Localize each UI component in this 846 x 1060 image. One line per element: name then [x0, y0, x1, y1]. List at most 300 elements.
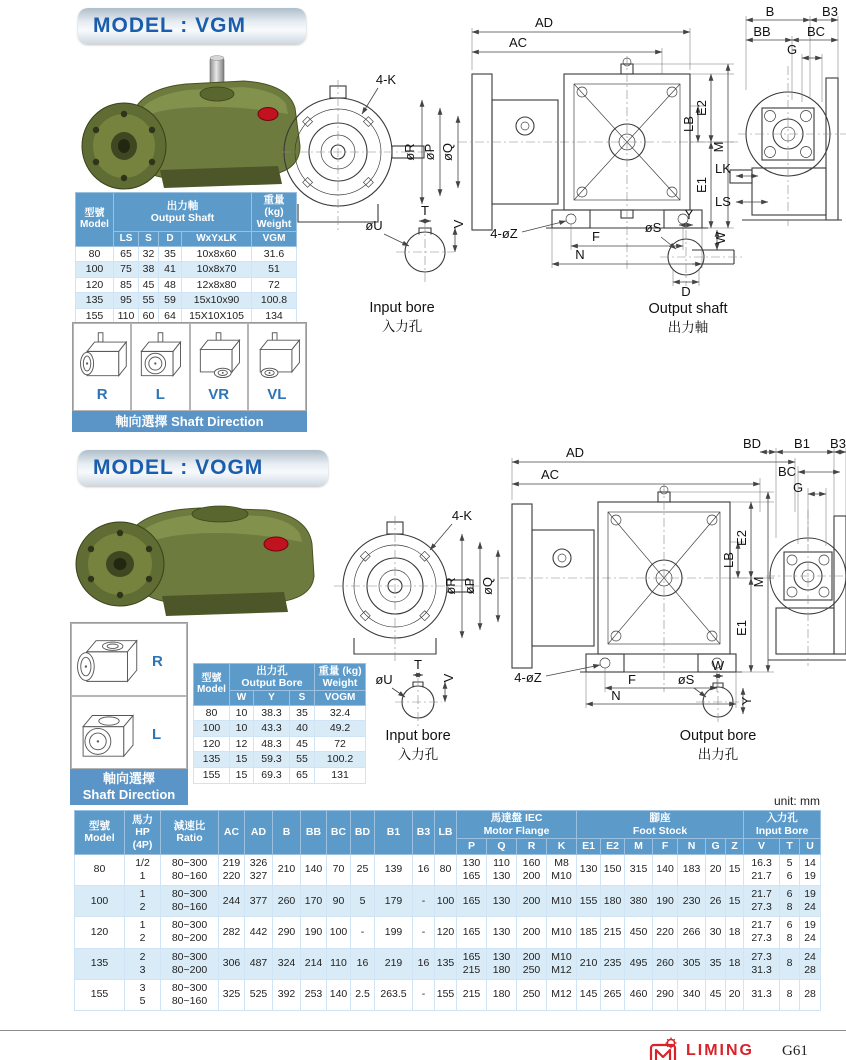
cell-w: 15 — [230, 752, 254, 768]
cell-bd: 5 — [351, 886, 375, 917]
spec-col-ad: AD — [245, 811, 273, 855]
label-y: Y — [684, 207, 694, 222]
cell-hp: 3 5 — [125, 979, 161, 1010]
cell-r: 200 250 — [517, 948, 547, 979]
vgm-technical-drawing — [290, 4, 846, 340]
cell-e1: 145 — [577, 979, 601, 1010]
cell-model: 155 — [76, 309, 114, 325]
cell-b: 290 — [273, 917, 301, 948]
vgm-model-header — [78, 8, 306, 44]
cell-bb: 253 — [301, 979, 327, 1010]
cell-b1: 263.5 — [375, 979, 413, 1010]
cell-ad: 487 — [245, 948, 273, 979]
spec-col-e1: E1 — [577, 839, 601, 855]
spec-col-b1: B1 — [375, 811, 413, 855]
cell-e1: 130 — [577, 854, 601, 885]
cell-s: 45 — [290, 736, 315, 752]
label-b: B — [765, 4, 775, 19]
gearbox-orientation-l-icon — [132, 327, 188, 387]
liming-logo-icon — [648, 1036, 682, 1060]
cell-model: 80 — [75, 854, 125, 885]
label-b3: B3 — [830, 436, 846, 451]
cell-bd: - — [351, 917, 375, 948]
cell-hp: 1 2 — [125, 917, 161, 948]
vogm-group-weight: 重量 (kg) Weight — [315, 664, 366, 691]
cell-ls: 110 — [114, 309, 139, 325]
cell-v: 16.3 21.7 — [744, 854, 780, 885]
cell-z: 20 — [726, 979, 744, 1010]
vgm-col-weight: VGM — [252, 232, 297, 247]
cell-t: 8 — [780, 948, 800, 979]
cell-model: 80 — [194, 705, 230, 721]
cell-model: 120 — [75, 917, 125, 948]
cell-u: 24 28 — [800, 948, 821, 979]
label-lb: LB — [721, 552, 736, 568]
gearbox-orientation-r-icon — [74, 327, 130, 387]
cell-model: 155 — [194, 768, 230, 784]
vgm-shaft-direction-caption: 軸向選擇 Shaft Direction — [72, 411, 307, 432]
label-4z: 4-øZ — [490, 226, 518, 241]
label-dia-r: øR — [402, 143, 417, 161]
cell-bc: 90 — [327, 886, 351, 917]
cell-b: 260 — [273, 886, 301, 917]
shaft-direction-diagram-r — [71, 623, 187, 696]
cell-z: 15 — [726, 854, 744, 885]
page-number: G61 — [782, 1042, 808, 1059]
cell-k: M8 M10 — [547, 854, 577, 885]
spec-col-hp: 馬力 HP (4P) — [125, 811, 161, 855]
cell-m: 315 — [625, 854, 653, 885]
cell-key: 15x10x90 — [182, 293, 252, 309]
spec-col-v: V — [744, 839, 780, 855]
cell-s: 32 — [139, 246, 159, 262]
spec-group-foot-stock: 腳座 Foot Stock — [577, 811, 744, 839]
label-v: V — [451, 219, 466, 229]
cell-t: 5 6 — [780, 854, 800, 885]
cell-n: 266 — [678, 917, 706, 948]
vogm-output-bore-detail — [696, 679, 740, 725]
dir-label-l: L — [152, 725, 162, 743]
table-row — [76, 277, 297, 293]
cell-t: 8 — [780, 979, 800, 1010]
dir-label-vr: VR — [208, 386, 230, 403]
cell-g: 30 — [706, 917, 726, 948]
cell-bb: 190 — [301, 917, 327, 948]
cell-model: 100 — [75, 886, 125, 917]
cell-s: 35 — [290, 705, 315, 721]
cell-w: 10 — [230, 721, 254, 737]
cell-y: 38.3 — [254, 705, 290, 721]
cell-b: 324 — [273, 948, 301, 979]
cell-n: 183 — [678, 854, 706, 885]
cell-hp: 1 2 — [125, 886, 161, 917]
spec-col-ratio: 減速比 Ratio — [161, 811, 219, 855]
cell-n: 230 — [678, 886, 706, 917]
label-e1: E1 — [734, 620, 749, 636]
spec-col-b3: B3 — [413, 811, 435, 855]
gearbox-orientation-l-icon — [72, 703, 146, 765]
cell-bd: 2.5 — [351, 979, 375, 1010]
label-lk: LK — [715, 161, 731, 176]
cell-s: 38 — [139, 262, 159, 278]
spec-col-r: R — [517, 839, 547, 855]
label-bc: BC — [777, 464, 797, 479]
footer-divider — [0, 1030, 846, 1031]
cell-bd: 25 — [351, 854, 375, 885]
cell-weight: 100.2 — [315, 752, 366, 768]
cell-weight: 32.4 — [315, 705, 366, 721]
spec-col-bc: BC — [327, 811, 351, 855]
cell-w: 15 — [230, 768, 254, 784]
cell-q: 130 — [487, 917, 517, 948]
label-dia-u: øU — [365, 218, 383, 233]
vgm-shaft-direction — [72, 322, 307, 412]
cell-e2: 150 — [601, 854, 625, 885]
cell-e1: 185 — [577, 917, 601, 948]
label-g: G — [792, 480, 804, 495]
table-row — [75, 948, 821, 979]
cell-g: 35 — [706, 948, 726, 979]
dir-label-l: L — [155, 386, 165, 403]
cell-s: 40 — [290, 721, 315, 737]
cell-weight: 72 — [252, 277, 297, 293]
label-g: G — [786, 42, 798, 57]
vogm-front-view — [334, 516, 480, 662]
spec-col-bd: BD — [351, 811, 375, 855]
spec-col-bb: BB — [301, 811, 327, 855]
caption-en: Shaft Direction — [82, 787, 176, 802]
cell-u: 19 24 — [800, 886, 821, 917]
footer — [648, 1036, 808, 1060]
spec-group-motor-flange: 馬達盤 IEC Motor Flange — [457, 811, 577, 839]
cell-hp: 2 3 — [125, 948, 161, 979]
cell-g: 20 — [706, 854, 726, 885]
cell-ad: 442 — [245, 917, 273, 948]
cell-s: 65 — [290, 768, 315, 784]
cell-b1: 179 — [375, 886, 413, 917]
cell-k: M10 — [547, 917, 577, 948]
cell-d: 48 — [159, 277, 182, 293]
spec-col-lb: LB — [435, 811, 457, 855]
cell-model: 135 — [76, 293, 114, 309]
cell-b1: 139 — [375, 854, 413, 885]
label-4k: 4-K — [451, 508, 473, 523]
cell-p: 165 215 — [457, 948, 487, 979]
cell-b3: - — [413, 886, 435, 917]
cell-g: 26 — [706, 886, 726, 917]
cell-ac: 282 — [219, 917, 245, 948]
vogm-col-y: Y — [254, 691, 290, 706]
cell-y: 43.3 — [254, 721, 290, 737]
vogm-col-model: 型號 Model — [194, 664, 230, 706]
cell-ad: 377 — [245, 886, 273, 917]
spec-col-z: Z — [726, 839, 744, 855]
cell-model: 135 — [75, 948, 125, 979]
cell-model: 100 — [76, 262, 114, 278]
vogm-input-bore-caption-zh: 入力孔 — [397, 747, 439, 762]
cell-r: 200 — [517, 917, 547, 948]
vgm-output-shaft-caption-en: Output shaft — [648, 301, 728, 317]
label-dia-q: øQ — [480, 576, 495, 596]
vgm-col-key: WxYxLK — [182, 232, 252, 247]
cell-d: 35 — [159, 246, 182, 262]
cell-f: 220 — [653, 917, 678, 948]
shaft-direction-diagram-vr — [190, 323, 248, 411]
cell-b: 210 — [273, 854, 301, 885]
cell-y: 48.3 — [254, 736, 290, 752]
cell-e1: 210 — [577, 948, 601, 979]
label-w: W — [713, 231, 728, 245]
main-spec-table — [74, 810, 821, 1011]
label-f: F — [628, 672, 636, 687]
cell-model: 135 — [194, 752, 230, 768]
table-row — [76, 262, 297, 278]
vgm-spec-table — [75, 192, 297, 325]
cell-s: 55 — [139, 293, 159, 309]
label-f: F — [592, 229, 600, 244]
cell-lb: 135 — [435, 948, 457, 979]
spec-col-f: F — [653, 839, 678, 855]
cell-key: 15X10X105 — [182, 309, 252, 325]
cell-z: 18 — [726, 948, 744, 979]
cell-model: 80 — [76, 246, 114, 262]
label-dia-r: øR — [443, 577, 458, 595]
cell-b: 392 — [273, 979, 301, 1010]
cell-lb: 120 — [435, 917, 457, 948]
cell-w: 10 — [230, 705, 254, 721]
cell-b3: 16 — [413, 854, 435, 885]
cell-model: 120 — [76, 277, 114, 293]
vgm-title: MODEL : VGM — [93, 14, 246, 37]
label-dia-u: øU — [375, 672, 393, 687]
cell-b3: - — [413, 979, 435, 1010]
cell-z: 18 — [726, 917, 744, 948]
label-m: M — [751, 576, 766, 588]
cell-b3: 16 — [413, 948, 435, 979]
cell-r: 160 200 — [517, 854, 547, 885]
spec-col-p: P — [457, 839, 487, 855]
label-4k: 4-K — [375, 72, 397, 87]
label-t: T — [414, 657, 422, 672]
shaft-direction-diagram-r — [73, 323, 131, 411]
vogm-side-view — [500, 504, 774, 668]
label-lb: LB — [681, 116, 696, 132]
vgm-side-view — [458, 74, 738, 230]
cell-f: 260 — [653, 948, 678, 979]
cell-ratio: 80~300 80~160 — [161, 854, 219, 885]
label-bb: BB — [753, 24, 771, 39]
vgm-output-shaft-caption-zh: 出力軸 — [667, 320, 709, 335]
cell-d: 41 — [159, 262, 182, 278]
cell-weight: 100.8 — [252, 293, 297, 309]
cell-f: 140 — [653, 854, 678, 885]
label-e1: E1 — [694, 177, 709, 193]
cell-ratio: 80~300 80~200 — [161, 917, 219, 948]
label-ls: LS — [715, 194, 731, 209]
cell-q: 130 — [487, 886, 517, 917]
cell-ls: 85 — [114, 277, 139, 293]
label-4z: 4-øZ — [514, 670, 542, 685]
label-dia-p: øP — [422, 143, 437, 161]
label-dia-q: øQ — [440, 142, 455, 162]
vogm-product-photo — [70, 492, 320, 620]
vgm-col-ls: LS — [114, 232, 139, 247]
cell-y: 69.3 — [254, 768, 290, 784]
brand-name: LIMING — [686, 1042, 754, 1059]
spec-col-ac: AC — [219, 811, 245, 855]
cell-lb: 80 — [435, 854, 457, 885]
cell-bc: 100 — [327, 917, 351, 948]
vogm-input-bore-caption-en: Input bore — [385, 728, 451, 744]
spec-col-q: Q — [487, 839, 517, 855]
cell-u: 19 24 — [800, 917, 821, 948]
cell-bb: 214 — [301, 948, 327, 979]
cell-n: 340 — [678, 979, 706, 1010]
spec-col-u: U — [800, 839, 821, 855]
cell-m: 380 — [625, 886, 653, 917]
vgm-product-photo — [72, 52, 304, 192]
label-dia-s: øS — [677, 672, 695, 687]
cell-g: 45 — [706, 979, 726, 1010]
cell-model: 120 — [194, 736, 230, 752]
table-row — [75, 886, 821, 917]
cell-key: 10x8x70 — [182, 262, 252, 278]
vgm-col-s: S — [139, 232, 159, 247]
label-dia-s: øS — [644, 220, 662, 235]
vgm-col-d: D — [159, 232, 182, 247]
spec-col-t: T — [780, 839, 800, 855]
vogm-shaft-direction — [70, 622, 188, 770]
table-row — [75, 979, 821, 1010]
oil-cap — [264, 537, 288, 551]
dir-label-r: R — [152, 652, 163, 670]
label-bd: BD — [742, 436, 762, 451]
caption-zh: 軸向選擇 — [102, 771, 155, 786]
vogm-col-s: S — [290, 691, 315, 706]
vogm-output-bore-caption-zh: 出力孔 — [697, 747, 739, 762]
vogm-shaft-direction-caption — [70, 769, 188, 805]
cell-bb: 170 — [301, 886, 327, 917]
cell-weight: 134 — [252, 309, 297, 325]
cell-bc: 70 — [327, 854, 351, 885]
label-b1: B1 — [794, 436, 810, 451]
spec-col-n: N — [678, 839, 706, 855]
cell-e2: 215 — [601, 917, 625, 948]
label-v: V — [441, 673, 456, 683]
table-row — [75, 854, 821, 885]
cell-v: 27.3 31.3 — [744, 948, 780, 979]
cell-s: 45 — [139, 277, 159, 293]
cell-ls: 95 — [114, 293, 139, 309]
cell-ad: 326 327 — [245, 854, 273, 885]
cell-v: 31.3 — [744, 979, 780, 1010]
cell-e2: 180 — [601, 886, 625, 917]
cell-ratio: 80~300 80~160 — [161, 979, 219, 1010]
label-bc: BC — [806, 24, 826, 39]
vgm-main-view — [546, 56, 708, 270]
oil-cap — [258, 108, 278, 121]
cell-b1: 199 — [375, 917, 413, 948]
cell-key: 12x8x80 — [182, 277, 252, 293]
cell-bc: 110 — [327, 948, 351, 979]
cell-key: 10x8x60 — [182, 246, 252, 262]
cell-weight: 51 — [252, 262, 297, 278]
cell-bc: 140 — [327, 979, 351, 1010]
vogm-group-output-bore: 出力孔 Output Bore — [230, 664, 315, 691]
cell-r: 200 — [517, 886, 547, 917]
dir-label-r: R — [96, 386, 108, 403]
vgm-col-model: 型號 Model — [76, 193, 114, 247]
cell-t: 6 8 — [780, 917, 800, 948]
vgm-input-bore-detail — [396, 222, 454, 282]
cell-u: 14 19 — [800, 854, 821, 885]
table-row — [76, 246, 297, 262]
unit-note: unit: mm — [773, 794, 820, 808]
gearbox-orientation-vr-icon — [191, 327, 247, 387]
input-flange — [82, 103, 166, 189]
cell-k: M10 M12 — [547, 948, 577, 979]
spec-col-e2: E2 — [601, 839, 625, 855]
cell-k: M10 — [547, 886, 577, 917]
cell-ad: 525 — [245, 979, 273, 1010]
cell-t: 6 8 — [780, 886, 800, 917]
cell-ratio: 80~300 80~160 — [161, 886, 219, 917]
cell-f: 290 — [653, 979, 678, 1010]
cell-ac: 244 — [219, 886, 245, 917]
vgm-group-output-shaft: 出力軸 Output Shaft — [114, 193, 252, 232]
cell-lb: 155 — [435, 979, 457, 1010]
cell-r: 250 — [517, 979, 547, 1010]
label-y: Y — [739, 696, 754, 706]
cell-b3: - — [413, 917, 435, 948]
cell-e2: 265 — [601, 979, 625, 1010]
cell-s: 60 — [139, 309, 159, 325]
vgm-input-bore-caption-zh: 入力孔 — [381, 319, 423, 334]
vgm-output-shaft-detail — [660, 230, 742, 286]
vogm-model-header — [78, 450, 328, 486]
spec-col-b: B — [273, 811, 301, 855]
dir-label-vl: VL — [267, 386, 287, 403]
cell-ls: 65 — [114, 246, 139, 262]
cell-m: 450 — [625, 917, 653, 948]
vgm-input-bore-caption-en: Input bore — [369, 300, 435, 316]
table-row — [76, 293, 297, 309]
cell-p: 215 — [457, 979, 487, 1010]
label-b3: B3 — [822, 4, 838, 19]
cell-ac: 325 — [219, 979, 245, 1010]
input-flange — [76, 522, 164, 606]
cell-bd: 16 — [351, 948, 375, 979]
cell-lb: 100 — [435, 886, 457, 917]
cell-u: 28 — [800, 979, 821, 1010]
spec-col-model: 型號 Model — [75, 811, 125, 855]
cell-p: 130 165 — [457, 854, 487, 885]
cell-ratio: 80~300 80~200 — [161, 948, 219, 979]
cell-ls: 75 — [114, 262, 139, 278]
spec-group-input-bore: 入力孔 Input Bore — [744, 811, 821, 839]
cell-k: M12 — [547, 979, 577, 1010]
label-w: W — [711, 658, 725, 673]
gearbox-orientation-r-icon — [72, 630, 146, 692]
cell-d: 64 — [159, 309, 182, 325]
cell-p: 165 — [457, 917, 487, 948]
label-n: N — [575, 247, 585, 262]
vgm-group-weight: 重量 (kg) Weight — [252, 193, 297, 232]
label-e2: E2 — [734, 530, 749, 546]
cell-e2: 235 — [601, 948, 625, 979]
cell-v: 21.7 27.3 — [744, 917, 780, 948]
vogm-col-w: W — [230, 691, 254, 706]
